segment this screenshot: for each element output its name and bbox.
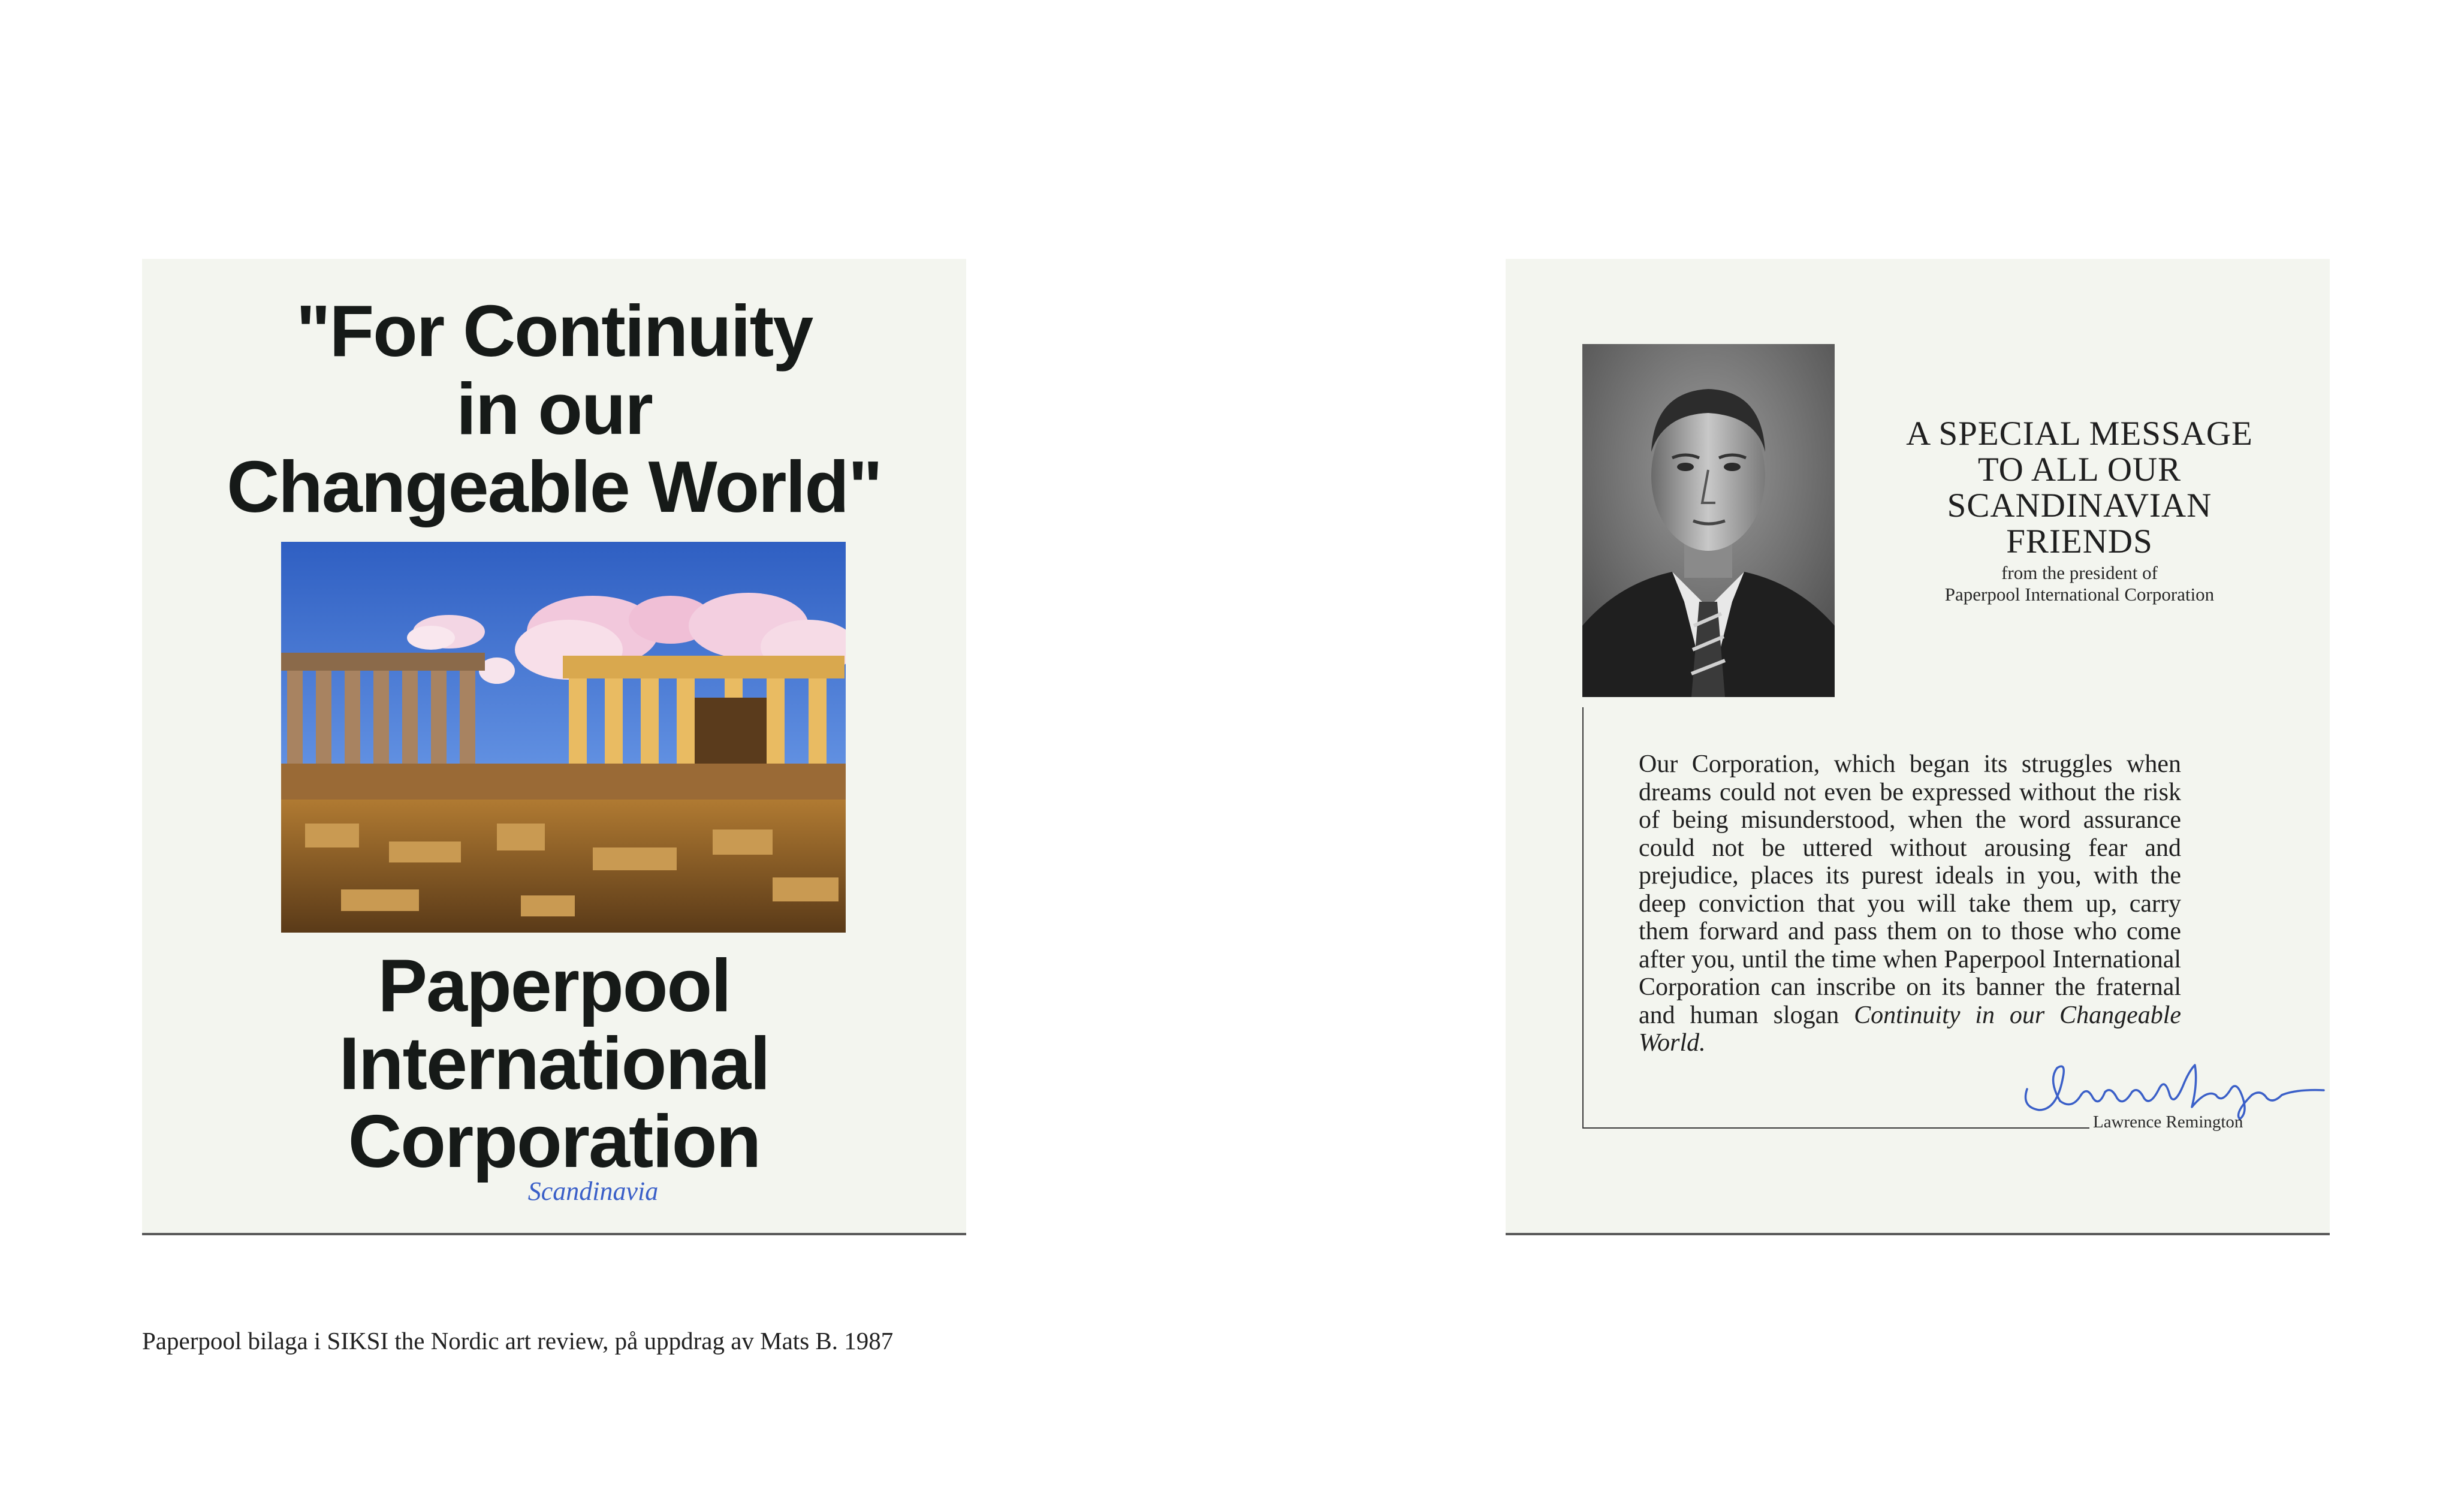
company-name-line: Paperpool: [378, 945, 731, 1027]
headline-line: Changeable World": [227, 446, 882, 527]
headline-line: "For Continuity: [295, 290, 813, 372]
frame-divider-horizontal: [1582, 1127, 2089, 1129]
president-portrait: [1582, 344, 1835, 697]
frame-divider-vertical: [1582, 707, 1584, 1127]
signer-name: Lawrence Remington: [2093, 1112, 2243, 1132]
title-line: A SPECIAL MESSAGE: [1906, 415, 2253, 453]
acropolis-photo: [281, 542, 846, 933]
message-body: [1639, 750, 2181, 1057]
region-script: Scandinavia: [527, 1177, 659, 1206]
message-title: [1859, 416, 2300, 560]
cover-headline: [142, 292, 966, 526]
company-name-line: International: [339, 1022, 770, 1105]
company-name: [142, 947, 966, 1181]
company-name-line: Corporation: [348, 1100, 761, 1183]
page-caption: Paperpool bilaga i SIKSI the Nordic art review, på uppdrag av Mats B. 1987: [142, 1327, 894, 1355]
message-slogan: Continuity in our Changeable World.: [1639, 1001, 2182, 1057]
message-from: [1859, 562, 2300, 605]
title-line: SCANDINAVIAN: [1947, 487, 2212, 524]
headline-line: in our: [456, 368, 652, 450]
title-line: TO ALL OUR: [1977, 451, 2182, 488]
from-line: Paperpool International Corporation: [1944, 584, 2215, 605]
title-line: FRIENDS: [2006, 523, 2153, 560]
cover-panel: [142, 259, 966, 1233]
president-signature: [2015, 1053, 2327, 1122]
from-line: from the president of: [2001, 562, 2158, 583]
message-body-text: Our Corporation, which began its struggles when dreams could not even be expressed without the risk of being misunderstood, when the word assurance could not be uttered without arousing fear and prejudice, places its purest ideals in you, with the deep conviction that you will take them up, carry them forward and pass them on to those who come after you, until the time when Paperpool International Corporation can inscribe on its banner the fraternal and human slogan: [1639, 750, 2181, 1029]
message-panel: [1506, 259, 2330, 1233]
